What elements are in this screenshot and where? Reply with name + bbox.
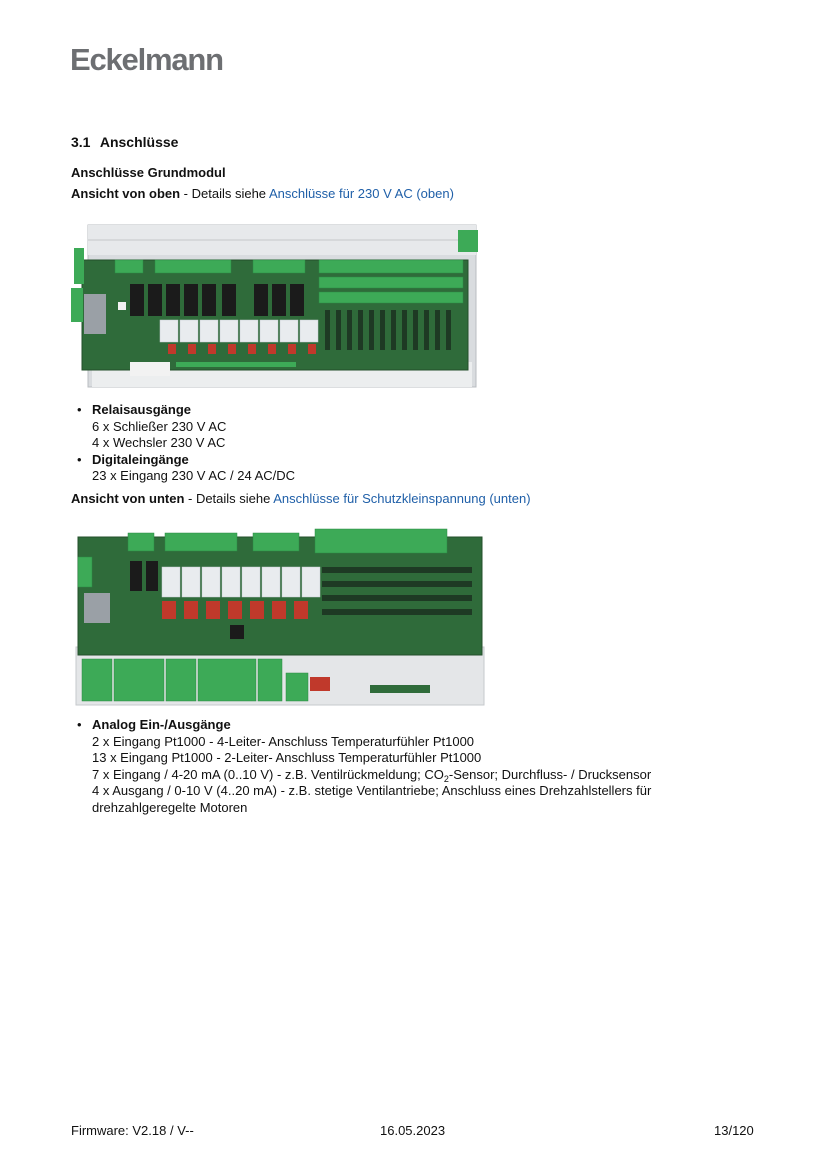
footer-firmware: Firmware: V2.18 / V-- — [71, 1123, 194, 1138]
analog-io-line: 13 x Eingang Pt1000 - 2-Leiter- Anschluss Temperaturfühler Pt1000 — [92, 750, 482, 765]
analog-io-line — [92, 767, 651, 784]
section-title — [71, 134, 178, 150]
top-view-feature-list — [71, 402, 295, 485]
relay-outputs-title: • Relaisausgänge — [92, 402, 191, 417]
view-top-text: - Details siehe — [180, 186, 269, 201]
relay-outputs-line: 6 x Schließer 230 V AC — [92, 418, 227, 434]
link-connections-selv-bottom[interactable]: Anschlüsse für Schutzkleinspannung (unten) — [273, 491, 531, 506]
co2-subscript: 2 — [443, 773, 449, 784]
analog-io-line: 2 x Eingang Pt1000 - 4-Leiter- Anschluss Temperaturfühler Pt1000 — [92, 733, 475, 749]
relay-outputs-line: 4 x Wechsler 230 V AC — [92, 435, 226, 450]
digital-inputs-title: • Digitaleingänge — [92, 451, 189, 467]
view-top-label: Ansicht von oben — [71, 186, 181, 201]
footer-page-number: 13/120 — [714, 1123, 754, 1138]
analog-io-line: drehzahlgeregelte Motoren — [92, 799, 248, 815]
view-bottom-text: - Details siehe — [184, 491, 274, 506]
grundmodul-heading: Anschlüsse Grundmodul — [71, 165, 226, 180]
bottom-view-feature-list — [71, 717, 651, 816]
view-bottom-line — [71, 490, 531, 507]
analog-io-title: • Analog Ein-/Ausgänge — [92, 717, 231, 732]
list-item — [71, 402, 295, 452]
section-number: 3.1 — [71, 134, 91, 150]
eckelmann-logo: Eckelmann — [70, 42, 223, 77]
link-connections-230v-top[interactable]: Anschlüsse für 230 V AC (oben) — [268, 186, 454, 201]
module-bottom-view-image — [70, 527, 490, 709]
digital-inputs-line: 23 x Eingang 230 V AC / 24 AC/DC — [92, 468, 296, 483]
list-item — [71, 452, 295, 485]
analog-io-line-part: 7 x Eingang / 4-20 mA (0..10 V) - z.B. Ventilrückmeldung; CO — [92, 766, 444, 782]
footer-date: 16.05.2023 — [380, 1123, 446, 1138]
section-title-text: Anschlüsse — [99, 134, 179, 150]
module-top-view-image — [70, 222, 486, 394]
analog-io-line-part: -Sensor; Durchfluss- / Drucksensor — [448, 766, 652, 782]
analog-io-line: 4 x Ausgang / 0-10 V (4..20 mA) - z.B. stetige Ventilantriebe; Anschluss eines Drehzahlstellers für — [92, 783, 652, 798]
view-bottom-label: Ansicht von unten — [71, 491, 185, 506]
view-top-line — [71, 185, 454, 202]
list-item — [71, 717, 651, 816]
